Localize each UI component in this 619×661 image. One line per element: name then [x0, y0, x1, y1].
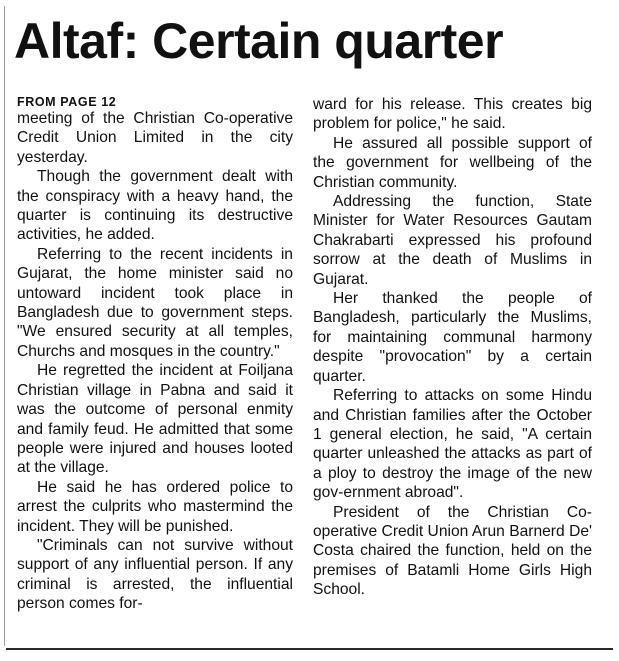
article-column-2 [313, 95, 592, 600]
paragraph: He said he has ordered police to arrest the culprits who mastermind the incident. They will be punished. [17, 478, 293, 535]
paragraph: Referring to attacks on some Hindu and Christian families after the October 1 general election, he said, "A certain quarter unleashed the attacks as part of a ploy to destroy the image of the new gov-ernment abroad". [313, 387, 592, 502]
paragraph: He assured all possible support of the government for wellbeing of the Christian community. [313, 134, 592, 191]
paragraph: Her thanked the people of Bangladesh, particularly the Muslims, for maintaining communal harmony despite "provocation" by a certain quarter. [313, 290, 592, 385]
paragraph: "Criminals can not survive without support of any influential person. If any criminal is arrested, the influential person comes for- [17, 536, 293, 613]
continuation-kicker: FROM PAGE 12 [17, 95, 117, 109]
clipping-edge [4, 6, 5, 646]
paragraph: Referring to the recent incidents in Gujarat, the home minister said no untoward incident took place in Bangladesh due to government steps. "We ensured security at all temples, Churchs and mosques in the country." [17, 245, 293, 360]
bottom-rule [6, 648, 613, 650]
paragraph: meeting of the Christian Co-operative Credit Union Limited in the city yesterday. [17, 110, 293, 166]
paragraph: Addressing the function, State Minister for Water Resources Gautam Chakrabarti expressed his profound sorrow at the death of Muslims in Gujarat. [313, 193, 592, 288]
paragraph: He regretted the incident at Foiljana Christian village in Pabna and said it was the outcome of personal enmity and family feud. He admitted that some people were injured and houses looted at the village. [17, 362, 293, 477]
article-column-1 [17, 95, 293, 614]
paragraph: ward for his release. This creates big problem for police," he said. [313, 96, 592, 133]
paragraph: Though the government dealt with the conspiracy with a heavy hand, the quarter is continuing its destructive activities, he added. [17, 168, 293, 244]
paragraph: President of the Christian Co-operative Credit Union Arun Barnerd De' Costa chaired the function, held on the premises of Batamli Home Girls High School. [313, 503, 592, 599]
headline: Altaf: Certain quarter [14, 13, 504, 69]
